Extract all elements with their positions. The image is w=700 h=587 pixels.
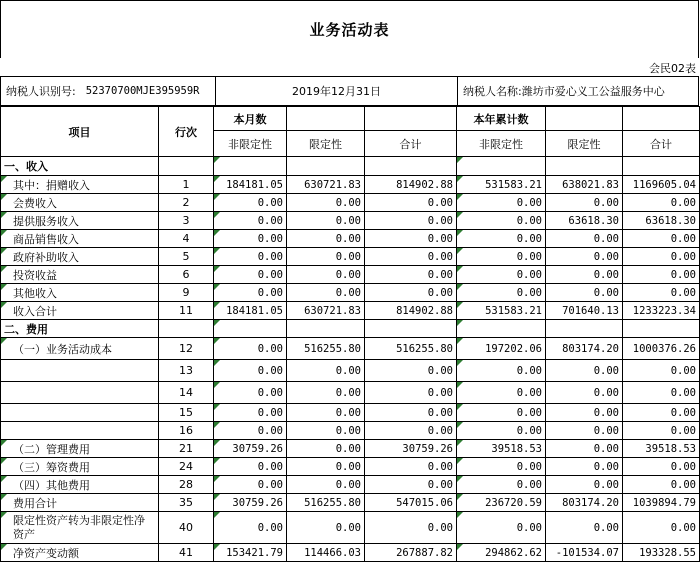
row-value-cell[interactable]: 193328.55 (623, 544, 700, 562)
row-value-cell[interactable]: 184181.05 (214, 176, 287, 194)
table-row (1, 422, 700, 440)
row-value-cell[interactable]: 0.00 (287, 512, 365, 544)
row-value-cell[interactable]: 153421.79 (214, 544, 287, 562)
taxpayer-id-value: 52370700MJE395959R (85, 85, 200, 97)
row-value-cell[interactable]: 0.00 (623, 404, 700, 422)
row-value-cell[interactable]: 0.00 (623, 194, 700, 212)
row-value-cell[interactable]: 267887.82 (365, 544, 457, 562)
row-value-cell[interactable]: 0.00 (457, 212, 546, 230)
row-value-cell[interactable]: 184181.05 (214, 302, 287, 320)
row-value-cell[interactable]: 0.00 (457, 194, 546, 212)
row-value-cell[interactable]: 0.00 (287, 230, 365, 248)
row-value-cell[interactable]: 1233223.34 (623, 302, 700, 320)
row-value-cell[interactable]: 0.00 (623, 476, 700, 494)
header-month-restricted: 限定性 (287, 131, 365, 157)
row-item-label (1, 382, 159, 404)
row-value-cell[interactable]: 0.00 (457, 230, 546, 248)
row-line-number: 24 (159, 458, 214, 476)
row-value-cell[interactable]: 701640.13 (546, 302, 623, 320)
row-value-cell[interactable]: 0.00 (457, 404, 546, 422)
row-value-cell[interactable]: 0.00 (623, 512, 700, 544)
row-value-cell[interactable]: 0.00 (546, 404, 623, 422)
table-row (1, 320, 700, 338)
row-value-cell[interactable]: 0.00 (365, 248, 457, 266)
taxpayer-id-cell (6, 77, 232, 105)
row-line-number (159, 157, 214, 176)
row-value-cell[interactable]: 0.00 (214, 382, 287, 404)
report-date: 2019年12月31日 (292, 85, 381, 98)
header-year: 本年累计数 (457, 107, 546, 131)
row-value-cell[interactable]: 0.00 (214, 458, 287, 476)
row-value-cell[interactable]: 0.00 (457, 422, 546, 440)
row-value-cell[interactable]: 197202.06 (457, 338, 546, 360)
row-value-cell[interactable]: 803174.20 (546, 494, 623, 512)
row-item-label: 提供服务收入 (1, 212, 159, 230)
header-year-total: 合计 (623, 131, 700, 157)
header-year-restricted: 限定性 (546, 131, 623, 157)
row-value-cell[interactable]: 39518.53 (457, 440, 546, 458)
row-value-cell[interactable]: 0.00 (287, 248, 365, 266)
row-item-label: 限定性资产转为非限定性净资产 (1, 512, 159, 544)
row-line-number: 16 (159, 422, 214, 440)
row-item-label: 费用合计 (1, 494, 159, 512)
row-value-cell[interactable]: 0.00 (287, 440, 365, 458)
row-value-cell[interactable]: 0.00 (623, 266, 700, 284)
row-value-cell[interactable]: 0.00 (214, 360, 287, 382)
table-row (1, 440, 700, 458)
row-value-cell[interactable] (287, 157, 365, 176)
header-year-blank-2 (623, 107, 700, 131)
row-value-cell[interactable] (623, 157, 700, 176)
row-value-cell[interactable]: 0.00 (457, 476, 546, 494)
row-line-number: 21 (159, 440, 214, 458)
row-item-label: 其中：捐赠收入 (1, 176, 159, 194)
row-value-cell[interactable]: 63618.30 (546, 212, 623, 230)
table-row (1, 338, 700, 360)
header-month-total: 合计 (365, 131, 457, 157)
row-value-cell[interactable]: 0.00 (287, 212, 365, 230)
row-value-cell[interactable]: 63618.30 (623, 212, 700, 230)
row-value-cell[interactable]: 0.00 (546, 248, 623, 266)
row-value-cell[interactable]: 516255.80 (287, 494, 365, 512)
table-row (1, 512, 700, 544)
row-value-cell[interactable]: 0.00 (546, 422, 623, 440)
row-value-cell[interactable]: 0.00 (457, 248, 546, 266)
row-value-cell[interactable]: 0.00 (214, 404, 287, 422)
row-value-cell[interactable]: 0.00 (546, 284, 623, 302)
row-value-cell[interactable]: 0.00 (457, 458, 546, 476)
taxpayer-id-label: 纳税人识别号: (6, 85, 76, 98)
row-value-cell[interactable]: 0.00 (365, 360, 457, 382)
row-value-cell[interactable] (546, 320, 623, 338)
row-value-cell[interactable]: 0.00 (546, 230, 623, 248)
row-value-cell[interactable]: 0.00 (287, 476, 365, 494)
row-value-cell[interactable]: 0.00 (214, 194, 287, 212)
row-value-cell[interactable]: 531583.21 (457, 302, 546, 320)
header-month-blank-1 (287, 107, 365, 131)
table-row (1, 176, 700, 194)
row-value-cell[interactable] (457, 157, 546, 176)
row-value-cell[interactable]: 516255.80 (365, 338, 457, 360)
row-item-label: 其他收入 (1, 284, 159, 302)
table-row (1, 284, 700, 302)
row-value-cell[interactable]: 0.00 (623, 360, 700, 382)
table-row (1, 382, 700, 404)
row-value-cell[interactable]: 30759.26 (214, 440, 287, 458)
row-value-cell[interactable]: 0.00 (623, 382, 700, 404)
row-line-number: 2 (159, 194, 214, 212)
row-line-number: 3 (159, 212, 214, 230)
table-row (1, 212, 700, 230)
row-value-cell[interactable]: 516255.80 (287, 338, 365, 360)
table-row (1, 458, 700, 476)
header-month-blank-2 (365, 107, 457, 131)
row-value-cell[interactable]: 0.00 (457, 266, 546, 284)
row-line-number: 14 (159, 382, 214, 404)
row-line-number: 13 (159, 360, 214, 382)
row-value-cell[interactable]: 0.00 (214, 476, 287, 494)
row-line-number: 4 (159, 230, 214, 248)
taxpayer-name-label: 纳税人名称: (463, 85, 522, 98)
row-value-cell[interactable]: 0.00 (214, 284, 287, 302)
row-line-number: 6 (159, 266, 214, 284)
row-value-cell[interactable]: 294862.62 (457, 544, 546, 562)
report-title: 业务活动表 (0, 0, 699, 58)
row-value-cell[interactable]: -101534.07 (546, 544, 623, 562)
row-value-cell[interactable]: 0.00 (623, 458, 700, 476)
info-row (0, 76, 699, 106)
row-item-label: （四）其他费用 (1, 476, 159, 494)
taxpayer-name-value: 潍坊市爱心义工公益服务中心 (521, 85, 665, 98)
row-item-label (1, 422, 159, 440)
table-row (1, 404, 700, 422)
row-value-cell[interactable]: 547015.06 (365, 494, 457, 512)
row-value-cell[interactable]: 0.00 (214, 248, 287, 266)
row-line-number: 40 (159, 512, 214, 544)
row-value-cell[interactable]: 114466.03 (287, 544, 365, 562)
row-item-label (1, 404, 159, 422)
row-value-cell[interactable]: 0.00 (365, 266, 457, 284)
row-value-cell[interactable]: 0.00 (546, 458, 623, 476)
row-value-cell[interactable]: 0.00 (623, 230, 700, 248)
row-item-label: 投资收益 (1, 266, 159, 284)
row-line-number: 5 (159, 248, 214, 266)
row-value-cell[interactable]: 630721.83 (287, 302, 365, 320)
date-cell (215, 77, 458, 105)
row-item-label: 一、收入 (1, 157, 159, 176)
row-value-cell[interactable]: 0.00 (546, 360, 623, 382)
row-value-cell[interactable]: 236720.59 (457, 494, 546, 512)
row-value-cell[interactable]: 0.00 (457, 512, 546, 544)
row-value-cell[interactable] (287, 320, 365, 338)
row-value-cell[interactable]: 0.00 (214, 338, 287, 360)
row-line-number: 1 (159, 176, 214, 194)
row-value-cell[interactable]: 0.00 (365, 194, 457, 212)
row-line-number: 41 (159, 544, 214, 562)
row-value-cell[interactable]: 0.00 (457, 284, 546, 302)
row-value-cell[interactable] (457, 320, 546, 338)
row-value-cell[interactable]: 0.00 (287, 458, 365, 476)
table-row (1, 230, 700, 248)
row-line-number: 15 (159, 404, 214, 422)
row-item-label: 会费收入 (1, 194, 159, 212)
row-value-cell[interactable]: 803174.20 (546, 338, 623, 360)
row-item-label: 净资产变动额 (1, 544, 159, 562)
statement-table (0, 106, 700, 562)
row-value-cell[interactable] (546, 157, 623, 176)
row-line-number: 11 (159, 302, 214, 320)
row-value-cell[interactable]: 638021.83 (546, 176, 623, 194)
row-value-cell[interactable] (623, 320, 700, 338)
table-row (1, 476, 700, 494)
row-item-label: 政府补助收入 (1, 248, 159, 266)
row-value-cell[interactable]: 0.00 (365, 512, 457, 544)
row-line-number: 9 (159, 284, 214, 302)
table-row (1, 266, 700, 284)
row-value-cell[interactable]: 1039894.79 (623, 494, 700, 512)
form-code: 会民02表 (649, 62, 696, 75)
row-value-cell[interactable]: 0.00 (546, 440, 623, 458)
table-row (1, 248, 700, 266)
row-line-number: 12 (159, 338, 214, 360)
row-value-cell[interactable]: 0.00 (287, 194, 365, 212)
header-line: 行次 (159, 107, 214, 157)
row-value-cell[interactable] (365, 320, 457, 338)
row-value-cell[interactable]: 39518.53 (623, 440, 700, 458)
row-line-number: 35 (159, 494, 214, 512)
row-value-cell[interactable]: 1169605.04 (623, 176, 700, 194)
row-value-cell[interactable]: 0.00 (365, 284, 457, 302)
row-value-cell[interactable]: 0.00 (365, 212, 457, 230)
row-value-cell[interactable]: 0.00 (287, 360, 365, 382)
row-value-cell[interactable]: 0.00 (287, 284, 365, 302)
row-item-label: （三）筹资费用 (1, 458, 159, 476)
row-value-cell[interactable]: 0.00 (365, 476, 457, 494)
row-value-cell[interactable]: 0.00 (546, 194, 623, 212)
row-value-cell[interactable]: 0.00 (214, 512, 287, 544)
row-line-number (159, 320, 214, 338)
row-value-cell[interactable]: 0.00 (365, 382, 457, 404)
table-row (1, 360, 700, 382)
row-value-cell[interactable]: 0.00 (365, 422, 457, 440)
row-line-number: 28 (159, 476, 214, 494)
row-value-cell[interactable]: 0.00 (623, 422, 700, 440)
row-item-label: 二、费用 (1, 320, 159, 338)
row-value-cell[interactable]: 0.00 (214, 230, 287, 248)
header-year-unrestricted: 非限定性 (457, 131, 546, 157)
row-value-cell[interactable]: 0.00 (457, 360, 546, 382)
row-value-cell[interactable]: 30759.26 (214, 494, 287, 512)
row-value-cell[interactable]: 814902.88 (365, 176, 457, 194)
row-value-cell[interactable]: 0.00 (365, 458, 457, 476)
table-row (1, 194, 700, 212)
row-value-cell[interactable]: 0.00 (214, 266, 287, 284)
row-value-cell[interactable] (365, 157, 457, 176)
row-value-cell[interactable]: 0.00 (287, 266, 365, 284)
row-value-cell[interactable]: 0.00 (623, 248, 700, 266)
row-item-label (1, 360, 159, 382)
row-value-cell[interactable]: 630721.83 (287, 176, 365, 194)
row-value-cell[interactable] (214, 320, 287, 338)
table-row (1, 494, 700, 512)
row-item-label: （二）管理费用 (1, 440, 159, 458)
header-month-unrestricted: 非限定性 (214, 131, 287, 157)
row-item-label: 商品销售收入 (1, 230, 159, 248)
row-value-cell[interactable]: 0.00 (287, 382, 365, 404)
table-row (1, 157, 700, 176)
row-item-label: 收入合计 (1, 302, 159, 320)
table-row (1, 302, 700, 320)
row-value-cell[interactable]: 0.00 (546, 266, 623, 284)
row-value-cell[interactable]: 0.00 (546, 382, 623, 404)
header-year-blank-1 (546, 107, 623, 131)
row-value-cell[interactable]: 0.00 (214, 422, 287, 440)
header-month: 本月数 (214, 107, 287, 131)
table-row (1, 544, 700, 562)
row-value-cell[interactable]: 0.00 (546, 476, 623, 494)
row-value-cell[interactable]: 0.00 (457, 382, 546, 404)
row-value-cell[interactable]: 814902.88 (365, 302, 457, 320)
row-value-cell[interactable]: 0.00 (546, 512, 623, 544)
taxpayer-name-cell (459, 77, 699, 105)
row-value-cell[interactable]: 0.00 (214, 212, 287, 230)
row-value-cell[interactable]: 1000376.26 (623, 338, 700, 360)
row-value-cell[interactable]: 531583.21 (457, 176, 546, 194)
header-item: 项目 (1, 107, 159, 157)
row-value-cell[interactable]: 0.00 (287, 404, 365, 422)
row-value-cell[interactable]: 0.00 (365, 230, 457, 248)
row-value-cell[interactable]: 0.00 (365, 404, 457, 422)
row-value-cell[interactable]: 0.00 (287, 422, 365, 440)
row-value-cell[interactable]: 0.00 (623, 284, 700, 302)
row-value-cell[interactable]: 30759.26 (365, 440, 457, 458)
row-item-label: （一）业务活动成本 (1, 338, 159, 360)
row-value-cell[interactable] (214, 157, 287, 176)
